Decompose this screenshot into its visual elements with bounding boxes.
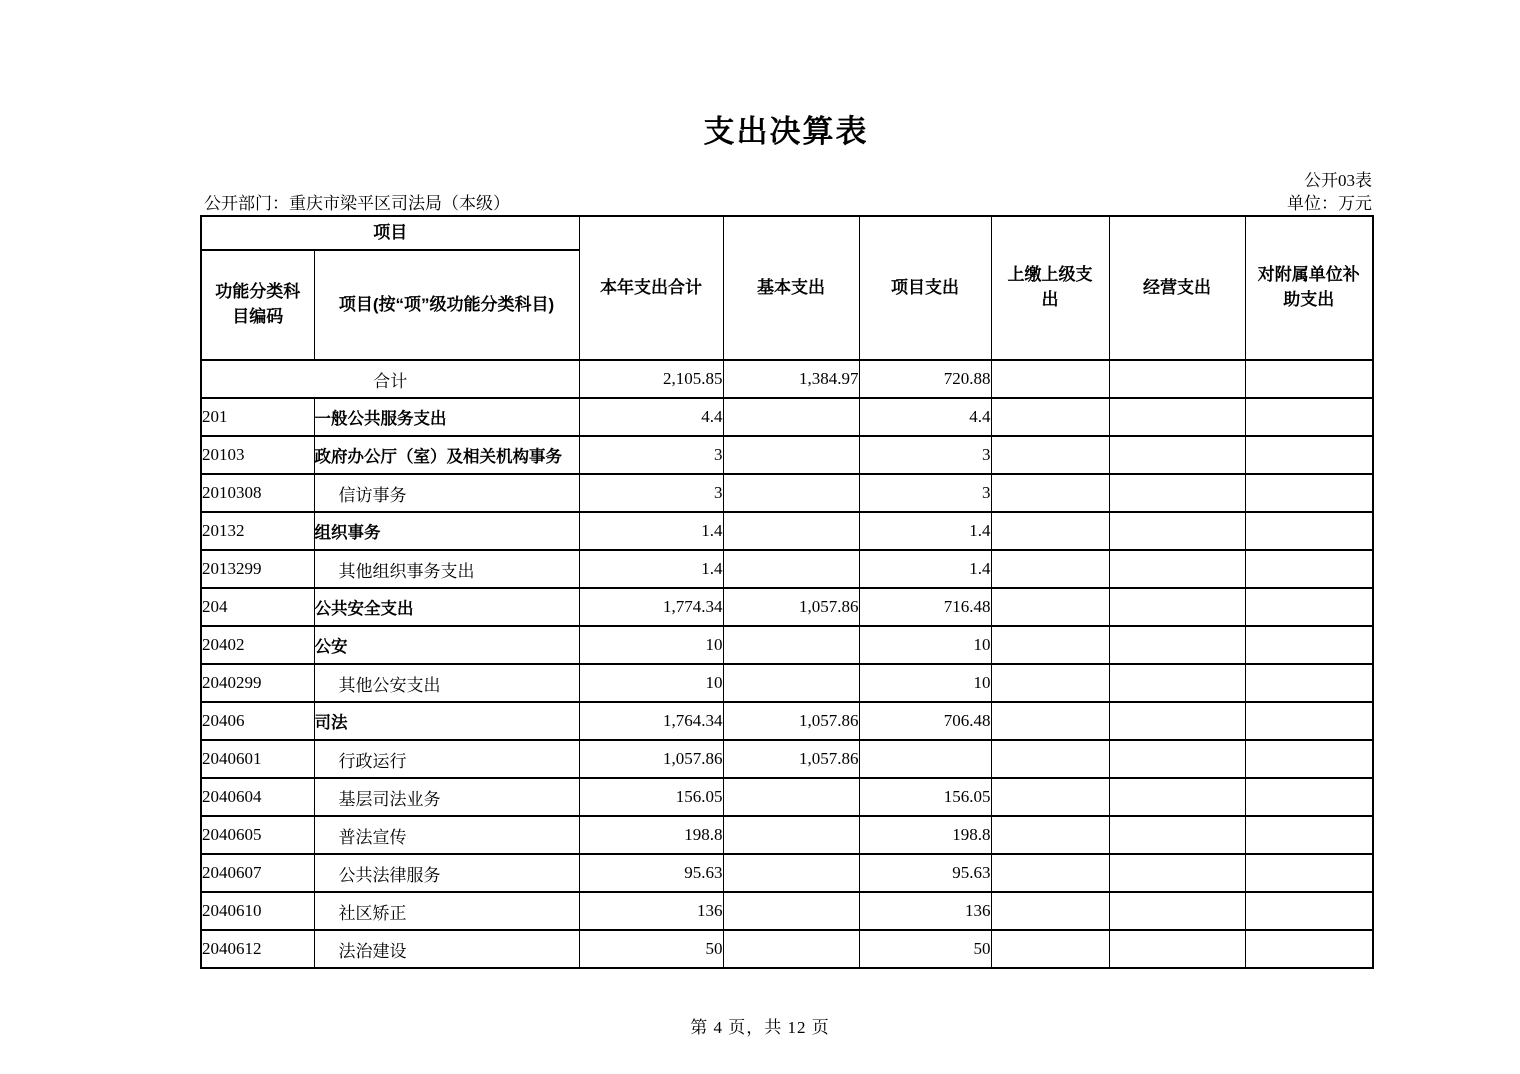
- cell-code: 2040610: [201, 892, 314, 930]
- cell-operating: [1109, 740, 1245, 778]
- cell-code: 2040612: [201, 930, 314, 968]
- cell-operating: [1109, 436, 1245, 474]
- header-project-group: 项目: [201, 216, 579, 250]
- cell-basic: [723, 778, 859, 816]
- cell-to-upper: [991, 702, 1109, 740]
- table-row: [201, 740, 1373, 778]
- cell-year-total: 1,057.86: [579, 740, 723, 778]
- cell-basic: [723, 474, 859, 512]
- cell-subsidy: [1245, 778, 1373, 816]
- cell-basic: 1,384.97: [723, 360, 859, 398]
- cell-year-total: 1.4: [579, 550, 723, 588]
- cell-code: 2040299: [201, 664, 314, 702]
- table-row: [201, 702, 1373, 740]
- cell-item: 基层司法业务: [314, 778, 579, 816]
- table-body: [201, 360, 1373, 968]
- header-basic: 基本支出: [723, 216, 859, 360]
- cell-subsidy: [1245, 702, 1373, 740]
- cell-year-total: 10: [579, 664, 723, 702]
- cell-year-total: 4.4: [579, 398, 723, 436]
- cell-project: [859, 740, 991, 778]
- cell-code: 2040601: [201, 740, 314, 778]
- table-header: [201, 216, 1373, 360]
- cell-to-upper: [991, 930, 1109, 968]
- cell-code: 204: [201, 588, 314, 626]
- cell-subsidy: [1245, 588, 1373, 626]
- cell-operating: [1109, 588, 1245, 626]
- cell-subsidy: [1245, 930, 1373, 968]
- cell-subsidy: [1245, 664, 1373, 702]
- cell-subsidy: [1245, 474, 1373, 512]
- cell-item: 组织事务: [314, 512, 579, 550]
- cell-operating: [1109, 892, 1245, 930]
- cell-operating: [1109, 930, 1245, 968]
- cell-subsidy: [1245, 360, 1373, 398]
- cell-item: 社区矫正: [314, 892, 579, 930]
- cell-basic: 1,057.86: [723, 740, 859, 778]
- cell-project: 95.63: [859, 854, 991, 892]
- cell-to-upper: [991, 626, 1109, 664]
- cell-year-total: 156.05: [579, 778, 723, 816]
- cell-to-upper: [991, 436, 1109, 474]
- cell-project: 1.4: [859, 550, 991, 588]
- cell-operating: [1109, 512, 1245, 550]
- cell-to-upper: [991, 550, 1109, 588]
- cell-subsidy: [1245, 740, 1373, 778]
- table-row: [201, 512, 1373, 550]
- cell-operating: [1109, 854, 1245, 892]
- cell-to-upper: [991, 360, 1109, 398]
- header-code: 功能分类科目编码: [201, 250, 314, 360]
- cell-subsidy: [1245, 512, 1373, 550]
- cell-to-upper: [991, 474, 1109, 512]
- header-project: 项目支出: [859, 216, 991, 360]
- cell-year-total: 1,764.34: [579, 702, 723, 740]
- cell-item: 公安: [314, 626, 579, 664]
- cell-code: 20132: [201, 512, 314, 550]
- cell-year-total: 50: [579, 930, 723, 968]
- cell-code: 20402: [201, 626, 314, 664]
- cell-operating: [1109, 550, 1245, 588]
- table-row: [201, 930, 1373, 968]
- cell-to-upper: [991, 588, 1109, 626]
- cell-year-total: 1,774.34: [579, 588, 723, 626]
- cell-project: 156.05: [859, 778, 991, 816]
- table-row: [201, 436, 1373, 474]
- cell-code: 2040607: [201, 854, 314, 892]
- cell-basic: [723, 816, 859, 854]
- expenditure-table: [200, 215, 1374, 969]
- cell-basic: [723, 930, 859, 968]
- cell-code: 201: [201, 398, 314, 436]
- cell-basic: [723, 664, 859, 702]
- cell-year-total: 3: [579, 474, 723, 512]
- page-footer: 第 4 页，共 12 页: [690, 1018, 830, 1037]
- cell-to-upper: [991, 854, 1109, 892]
- cell-operating: [1109, 360, 1245, 398]
- cell-to-upper: [991, 892, 1109, 930]
- cell-subsidy: [1245, 854, 1373, 892]
- cell-item: 其他组织事务支出: [314, 550, 579, 588]
- cell-code: 20406: [201, 702, 314, 740]
- cell-project: 1.4: [859, 512, 991, 550]
- cell-item: 普法宣传: [314, 816, 579, 854]
- cell-project: 720.88: [859, 360, 991, 398]
- cell-project: 3: [859, 436, 991, 474]
- cell-operating: [1109, 474, 1245, 512]
- header-year-total: 本年支出合计: [579, 216, 723, 360]
- table-row: [201, 550, 1373, 588]
- cell-year-total: 95.63: [579, 854, 723, 892]
- cell-item: 政府办公厅（室）及相关机构事务: [314, 436, 579, 474]
- table-row: [201, 626, 1373, 664]
- sheet-number-label: 公开03表: [1304, 171, 1372, 190]
- cell-item: 行政运行: [314, 740, 579, 778]
- cell-basic: [723, 512, 859, 550]
- cell-project: 10: [859, 626, 991, 664]
- cell-item: 公共法律服务: [314, 854, 579, 892]
- cell-operating: [1109, 778, 1245, 816]
- cell-operating: [1109, 702, 1245, 740]
- cell-project: 706.48: [859, 702, 991, 740]
- table-row: [201, 664, 1373, 702]
- cell-code: 2010308: [201, 474, 314, 512]
- table-row: [201, 854, 1373, 892]
- cell-operating: [1109, 664, 1245, 702]
- table-row: [201, 892, 1373, 930]
- cell-to-upper: [991, 816, 1109, 854]
- cell-subsidy: [1245, 816, 1373, 854]
- cell-project: 136: [859, 892, 991, 930]
- table-row: [201, 360, 1373, 398]
- cell-basic: [723, 436, 859, 474]
- cell-operating: [1109, 626, 1245, 664]
- cell-subsidy: [1245, 398, 1373, 436]
- cell-operating: [1109, 398, 1245, 436]
- cell-item: 其他公安支出: [314, 664, 579, 702]
- cell-subsidy: [1245, 550, 1373, 588]
- cell-to-upper: [991, 740, 1109, 778]
- cell-item: 一般公共服务支出: [314, 398, 579, 436]
- cell-item: 信访事务: [314, 474, 579, 512]
- table-row: [201, 816, 1373, 854]
- cell-basic: [723, 398, 859, 436]
- cell-item: 法治建设: [314, 930, 579, 968]
- cell-year-total: 3: [579, 436, 723, 474]
- cell-basic: [723, 892, 859, 930]
- cell-basic: [723, 550, 859, 588]
- cell-to-upper: [991, 778, 1109, 816]
- header-operating: 经营支出: [1109, 216, 1245, 360]
- cell-to-upper: [991, 664, 1109, 702]
- cell-to-upper: [991, 398, 1109, 436]
- page-title: 支出决算表: [703, 114, 869, 149]
- cell-total-label: 合计: [201, 360, 579, 398]
- cell-year-total: 136: [579, 892, 723, 930]
- cell-subsidy: [1245, 892, 1373, 930]
- cell-code: 2013299: [201, 550, 314, 588]
- cell-basic: 1,057.86: [723, 588, 859, 626]
- cell-item: 司法: [314, 702, 579, 740]
- header-item: 项目(按“项”级功能分类科目): [314, 250, 579, 360]
- cell-year-total: 1.4: [579, 512, 723, 550]
- cell-code: 20103: [201, 436, 314, 474]
- cell-basic: 1,057.86: [723, 702, 859, 740]
- table-row: [201, 398, 1373, 436]
- cell-to-upper: [991, 512, 1109, 550]
- cell-code: 2040604: [201, 778, 314, 816]
- cell-year-total: 2,105.85: [579, 360, 723, 398]
- table-row: [201, 588, 1373, 626]
- cell-project: 10: [859, 664, 991, 702]
- cell-year-total: 198.8: [579, 816, 723, 854]
- cell-operating: [1109, 816, 1245, 854]
- cell-year-total: 10: [579, 626, 723, 664]
- cell-project: 3: [859, 474, 991, 512]
- cell-subsidy: [1245, 436, 1373, 474]
- header-row-group: [201, 216, 1373, 250]
- cell-item: 公共安全支出: [314, 588, 579, 626]
- table-row: [201, 778, 1373, 816]
- cell-project: 198.8: [859, 816, 991, 854]
- cell-subsidy: [1245, 626, 1373, 664]
- cell-project: 4.4: [859, 398, 991, 436]
- header-to-upper: 上缴上级支出: [991, 216, 1109, 360]
- cell-code: 2040605: [201, 816, 314, 854]
- cell-project: 716.48: [859, 588, 991, 626]
- cell-project: 50: [859, 930, 991, 968]
- department-label: 公开部门：重庆市梁平区司法局（本级）: [204, 194, 510, 213]
- unit-label: 单位：万元: [1287, 194, 1372, 213]
- cell-basic: [723, 626, 859, 664]
- header-subsidy: 对附属单位补助支出: [1245, 216, 1373, 360]
- table-row: [201, 474, 1373, 512]
- cell-basic: [723, 854, 859, 892]
